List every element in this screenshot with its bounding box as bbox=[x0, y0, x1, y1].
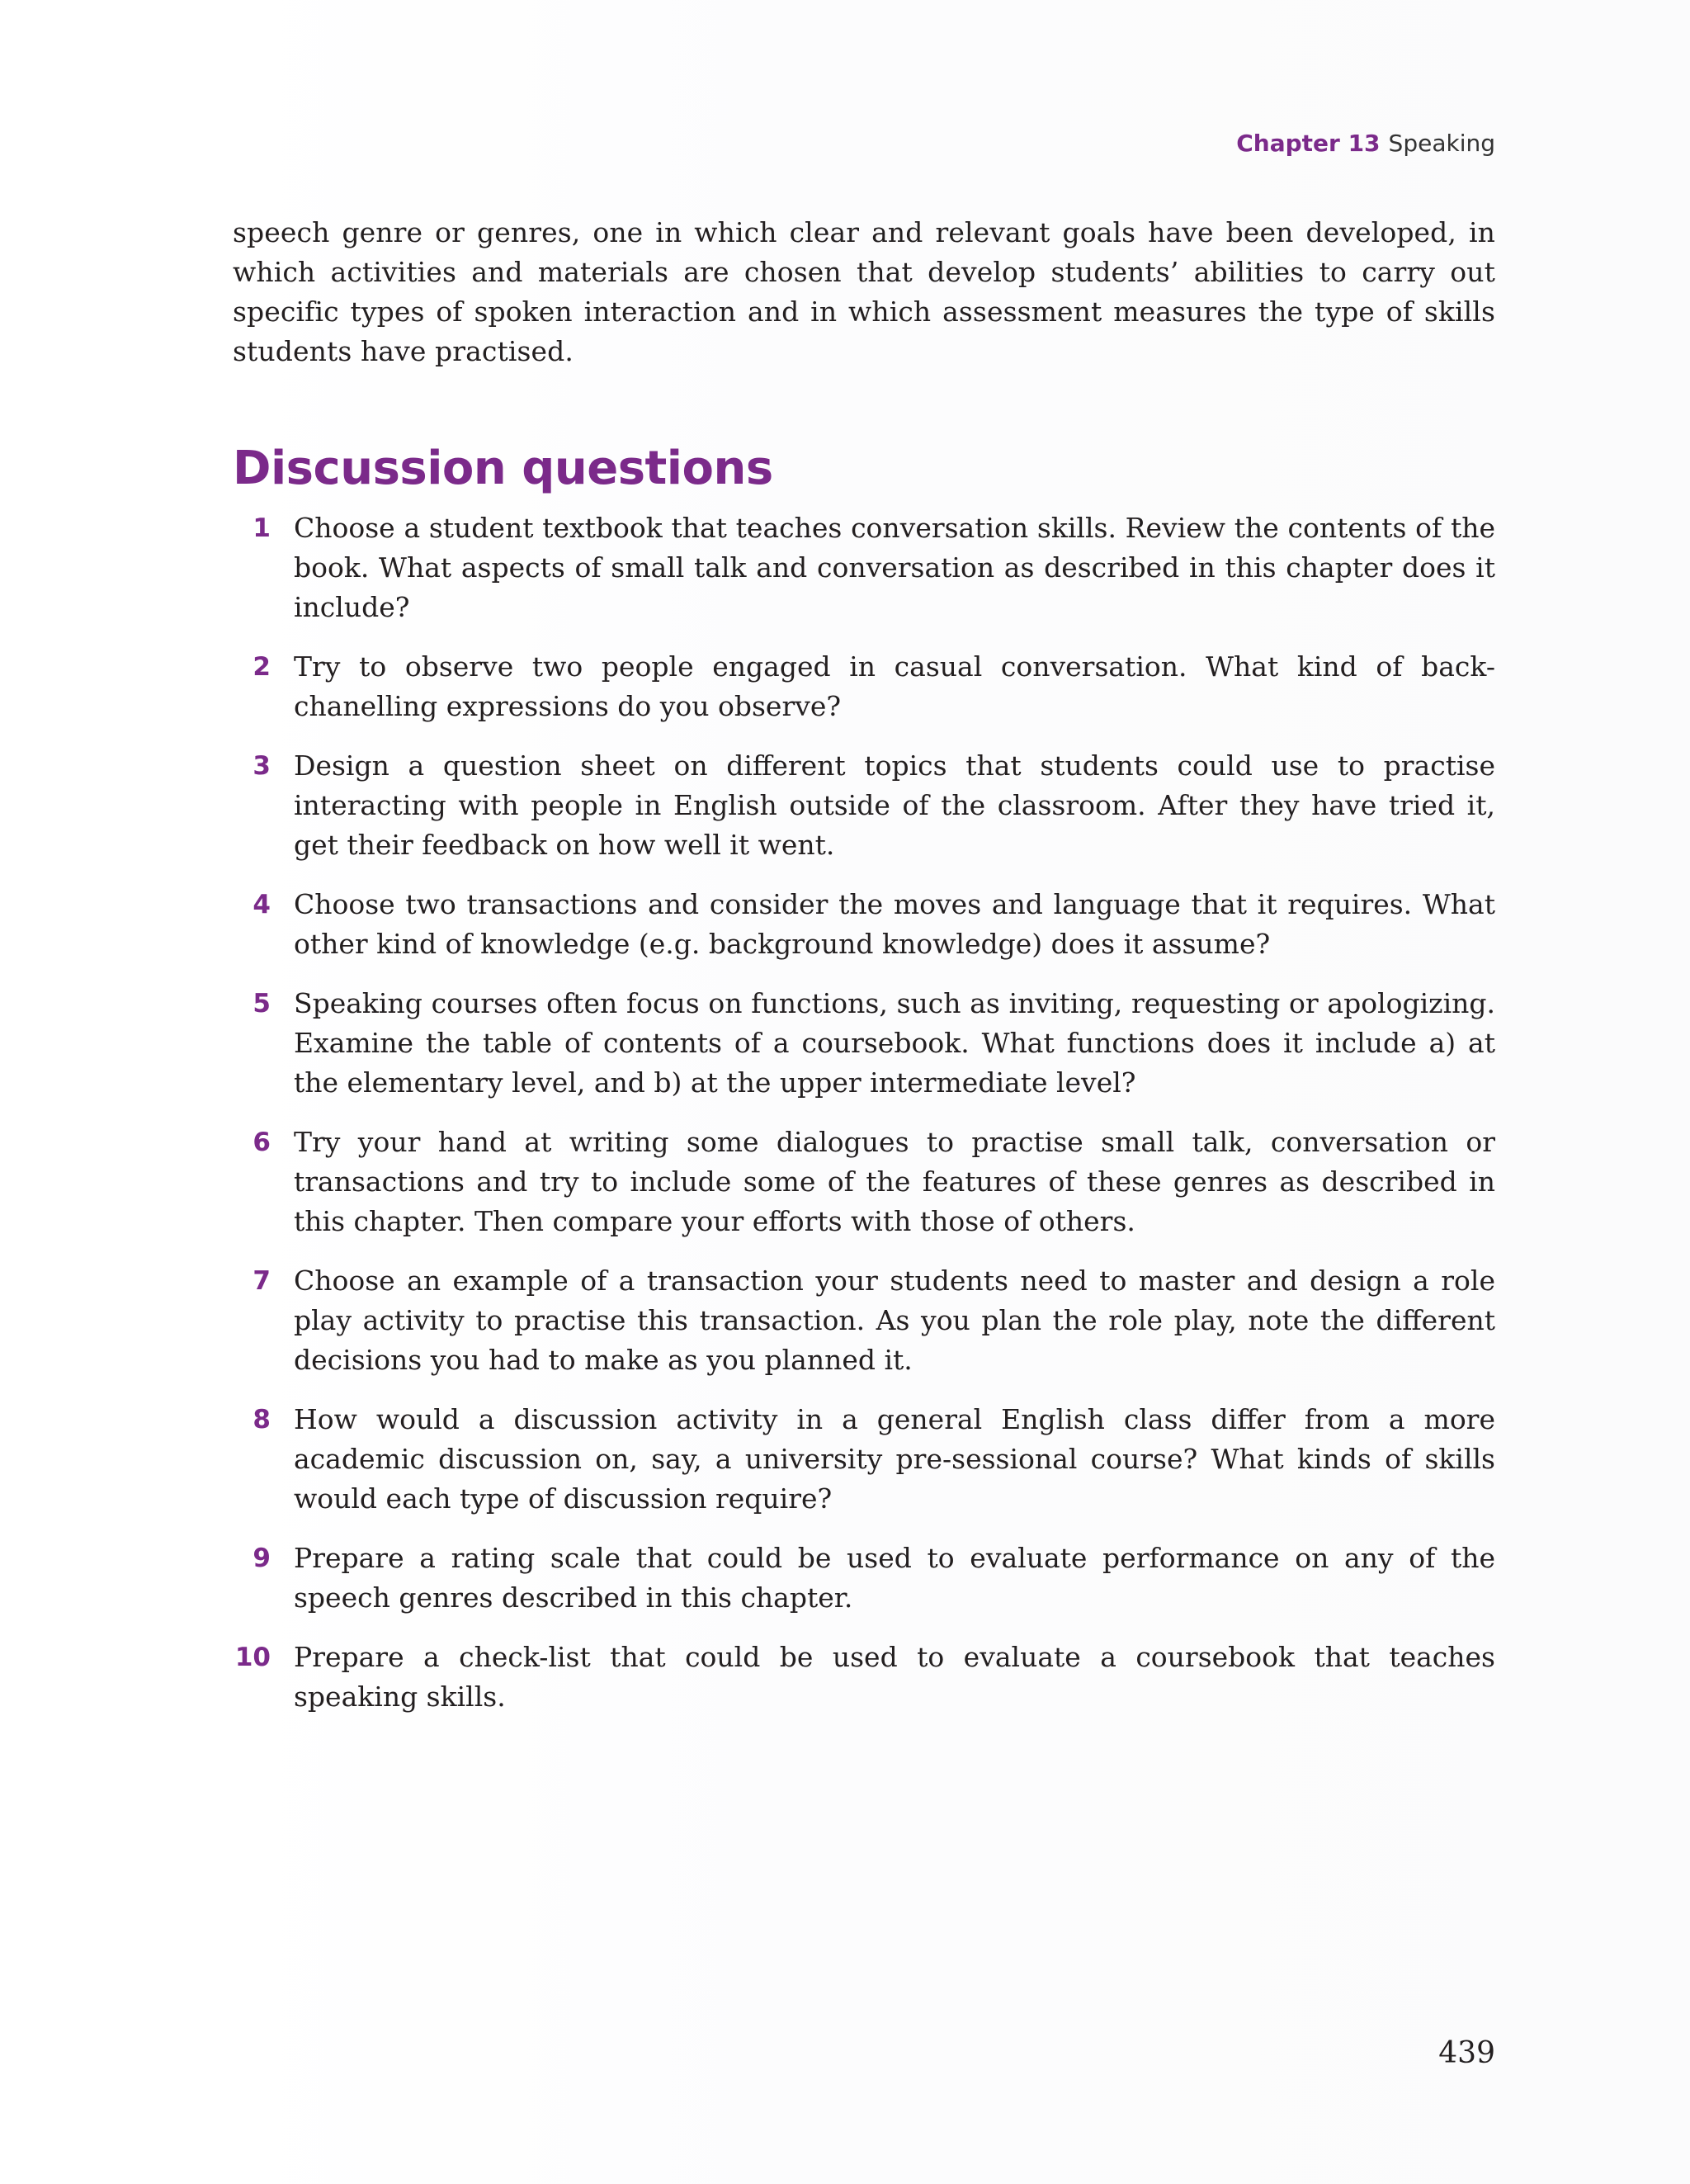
question-text: Try your hand at writing some dialogues to practise small talk, conversation or transactions and try to include some of the features of these genres as described in this chapter. Then compare your efforts with those of others. bbox=[294, 1126, 1495, 1237]
question-number: 5 bbox=[253, 989, 271, 1019]
question-item bbox=[233, 1261, 1495, 1380]
question-text: Choose an example of a transaction your students need to master and design a role play activity to practise this transaction. As you plan the role play, note the different decisions you had to make as you planned it. bbox=[294, 1265, 1495, 1376]
question-item bbox=[233, 647, 1495, 726]
page-number: 439 bbox=[1438, 2036, 1495, 2070]
question-item bbox=[233, 1123, 1495, 1241]
question-item bbox=[233, 1638, 1495, 1717]
question-number: 3 bbox=[253, 751, 271, 781]
section-title: Discussion questions bbox=[233, 442, 773, 495]
question-number: 4 bbox=[253, 890, 271, 919]
question-number: 9 bbox=[253, 1543, 271, 1573]
question-text: Choose a student textbook that teaches conversation skills. Review the contents of the book. What aspects of small talk and conversation as described in this chapter does it include? bbox=[294, 512, 1495, 623]
question-item bbox=[233, 1400, 1495, 1519]
running-head-topic: Speaking bbox=[1388, 130, 1495, 157]
question-number: 2 bbox=[253, 652, 271, 682]
running-head bbox=[1236, 129, 1495, 158]
question-text: Speaking courses often focus on functions, such as inviting, requesting or apologizing. Examine the table of contents of a coursebook. What functions does it include a) at the elementary level, and b) at the upper intermediate level? bbox=[294, 987, 1495, 1099]
question-item bbox=[233, 508, 1495, 627]
question-number: 8 bbox=[253, 1405, 271, 1435]
page-content bbox=[233, 213, 1495, 1737]
question-text: Choose two transactions and consider the moves and language that it requires. What other kind of knowledge (e.g. background knowledge) does it assume? bbox=[294, 888, 1495, 960]
question-text: Prepare a check-list that could be used to evaluate a coursebook that teaches speaking skills. bbox=[294, 1641, 1495, 1713]
question-number: 1 bbox=[253, 513, 271, 543]
question-item bbox=[233, 984, 1495, 1103]
intro-paragraph: speech genre or genres, one in which clear and relevant goals have been developed, in which activities and materials are chosen that develop students’ abilities to carry out specific types of spoken interaction and in which assessment measures the type of skills students have practised. bbox=[233, 216, 1495, 367]
question-item bbox=[233, 885, 1495, 964]
question-text: How would a discussion activity in a general English class differ from a more academic discussion on, say, a university pre-sessional course? What kinds of skills would each type of discussion require? bbox=[294, 1403, 1495, 1515]
question-list bbox=[233, 508, 1495, 1717]
question-number: 7 bbox=[253, 1266, 271, 1296]
question-text: Try to observe two people engaged in casual conversation. What kind of back-chanelling expressions do you observe? bbox=[294, 650, 1495, 722]
question-text: Design a question sheet on different topics that students could use to practise interacting with people in English outside of the classroom. After they have tried it, get their feedback on how well it went. bbox=[294, 749, 1495, 861]
question-number: 10 bbox=[234, 1643, 271, 1672]
question-number: 6 bbox=[253, 1127, 271, 1157]
question-item bbox=[233, 746, 1495, 865]
running-head-chapter: Chapter 13 bbox=[1236, 130, 1381, 157]
question-item bbox=[233, 1539, 1495, 1618]
question-text: Prepare a rating scale that could be used to evaluate performance on any of the speech genres described in this chapter. bbox=[294, 1542, 1495, 1614]
